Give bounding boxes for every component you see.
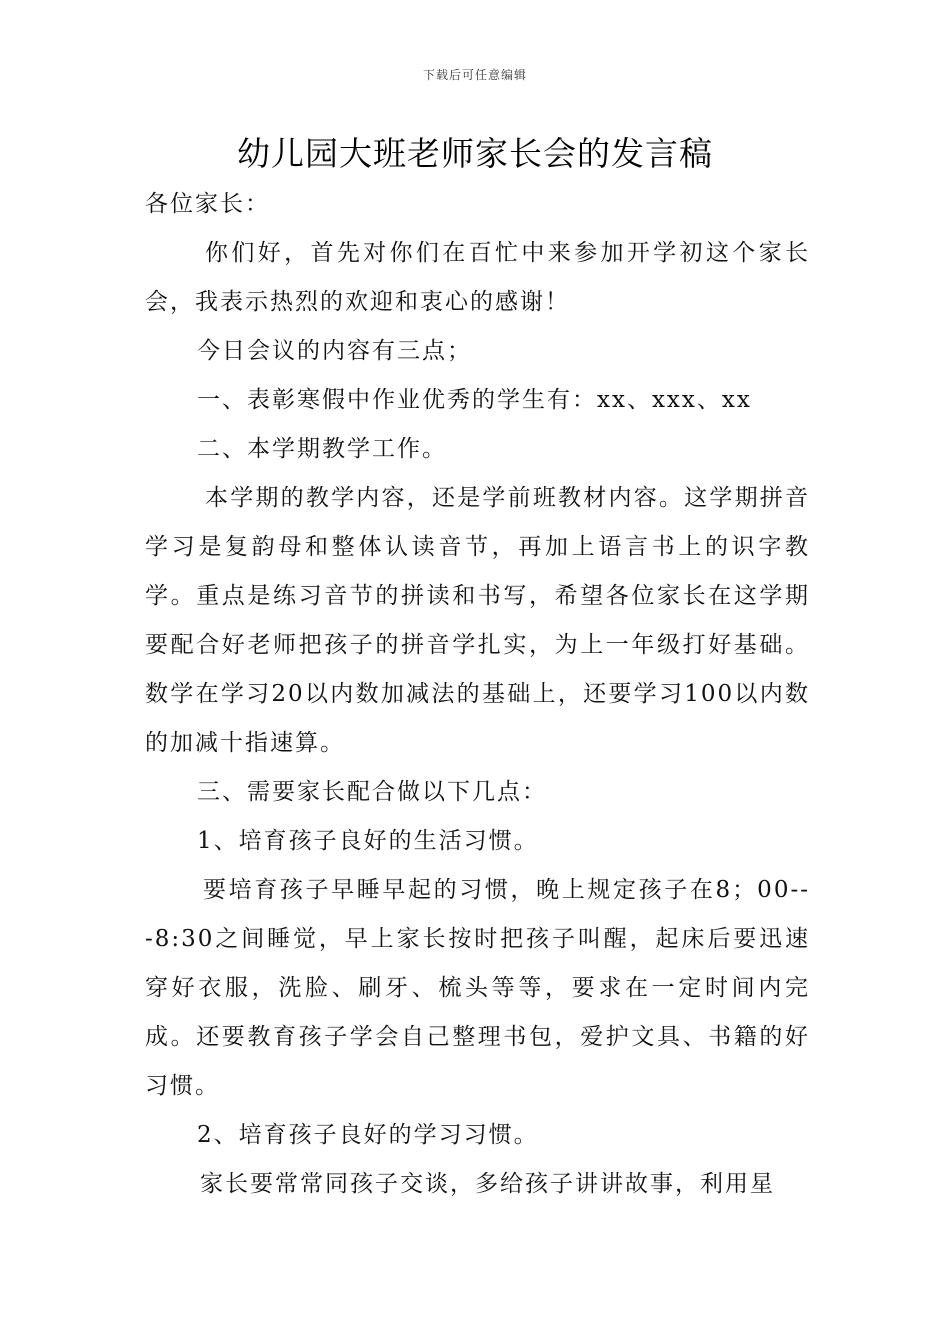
document-title: 幼儿园大班老师家长会的发言稿 <box>237 134 713 173</box>
paragraph-habit-one-heading: 1、培育孩子良好的生活习惯。 <box>197 828 539 854</box>
paragraph-item-one: 一、表彰寒假中作业优秀的学生有：xx、xxx、xx <box>197 387 752 413</box>
paragraph-agenda-intro: 今日会议的内容有三点； <box>197 338 472 364</box>
paragraph-item-two: 二、本学期教学工作。 <box>197 436 447 462</box>
paragraph-habit-two-body: 家长要常常同孩子交谈，多给孩子讲讲故事，利用星 <box>200 1171 775 1197</box>
header-note: 下载后可任意编辑 <box>422 68 527 82</box>
document-body <box>145 180 810 1209</box>
paragraph-welcome: 你们好，首先对你们在百忙中来参加开学初这个家长会，我表示热烈的欢迎和衷心的感谢！ <box>145 240 810 315</box>
paragraph-teaching-content: 本学期的教学内容，还是学前班教材内容。这学期拼音学习是复韵母和整体认读音节，再加上语言书上的识字教学。重点是练习音节的拼读和书写，希望各位家长在这学期要配合好老师把孩子的拼音学扎实，为上一年级打好基础。数学在学习20以内数加减法的基础上，还要学习100以内数的加减十指速算。 <box>145 485 810 756</box>
paragraph-greeting: 各位家长： <box>145 191 270 217</box>
paragraph-item-three: 三、需要家长配合做以下几点： <box>197 779 547 805</box>
paragraph-habit-two-heading: 2、培育孩子良好的学习习惯。 <box>197 1122 539 1148</box>
paragraph-habit-one-body: 要培育孩子早睡早起的习惯，晚上规定孩子在8；00---8:30之间睡觉，早上家长按时把孩子叫醒，起床后要迅速穿好衣服，洗脸、刷牙、梳头等等，要求在一定时间内完成。还要教育孩子学会自己整理书包，爱护文具、书籍的好习惯。 <box>145 877 810 1099</box>
